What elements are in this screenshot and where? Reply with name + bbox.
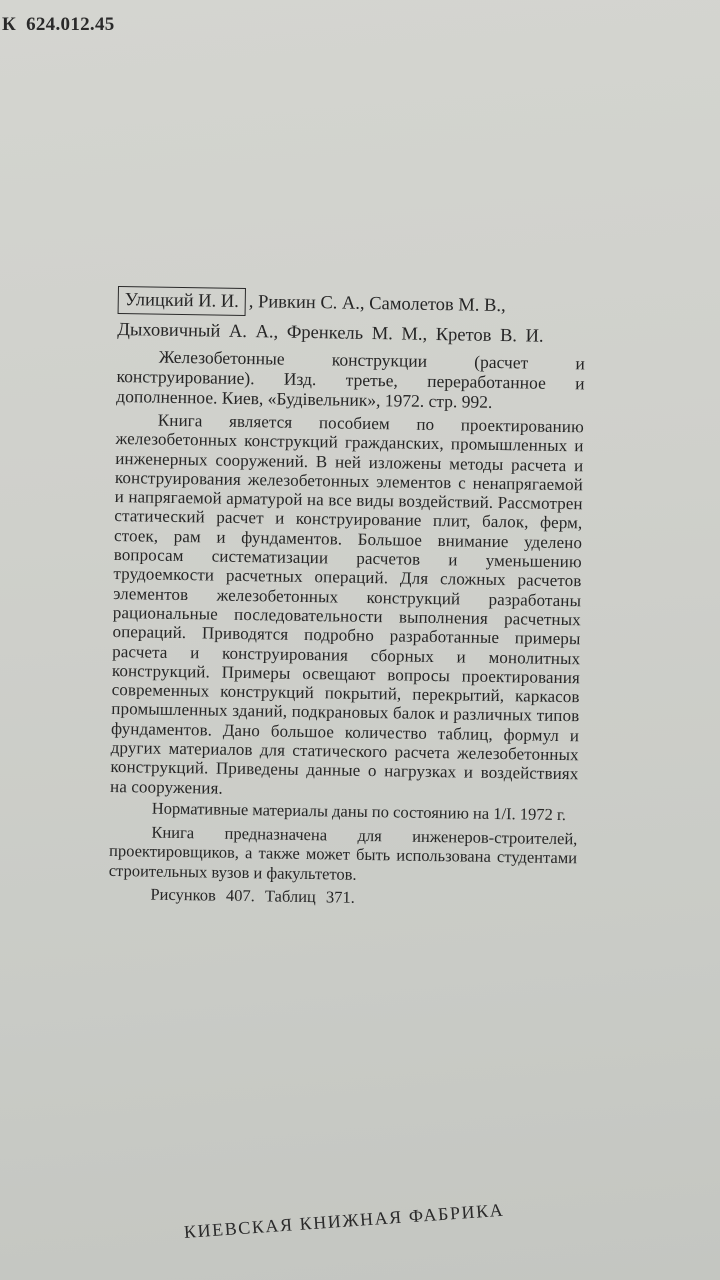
udk-code <box>2 14 115 36</box>
udk-number: 624.012.45 <box>26 14 115 35</box>
bibliographic-block <box>108 286 586 912</box>
normative-note: Нормативные материалы даны по состоянию на 1/I. 1972 г. <box>151 798 567 825</box>
authors-line-1 <box>118 286 586 321</box>
annotation-paragraph: Книга является пособием по проектированию железобетонных конструкций гражданских, промышленных и инженерных сооружений. В ней изложены методы расчета и конструирования железобетонных элементов с ненапрягаемой и напрягаемой арматурой на все виды воздействий. Рассмотрен статический расчет и конструирование плит, балок, ферм, стоек, рам и фундаментов. Большое внимание уделено вопросам систематизации расчетов и уменьшению трудоемкости расчетных операций. Для сложных расчетов элементов железобетонных конструкций разработаны рациональные последовательности выполнения расчетных операций. Приводятся подробно разработанные примеры расчета и конструирования сборных и монолитных конструкций. Примеры освещают вопросы проектирования современных конструкций покрытий, перекрытий, каркасов промышленных зданий, подкрановых балок и различных типов фундаментов. Дано большое количество таблиц, формул и других материалов для статического расчета железобетонных конструкций. Приведены данные о нагрузках и воздействиях на сооружения. <box>109 410 584 798</box>
udk-prefix: К <box>2 14 17 35</box>
audience-note: Книга предназначена для инженеров-строителей, проектировщиков, а также может быть использована студентами строительных вузов и факультетов. <box>108 822 578 884</box>
authors-rest: , Ривкин С. А., Самолетов М. В., <box>248 292 506 317</box>
printer-imprint: КИЕВСКАЯ КНИЖНАЯ ФАБРИКА <box>183 1199 505 1242</box>
figure-table-counts: Рисунков 407. Таблиц 371. <box>150 885 355 908</box>
book-title-entry: Железобетонные конструкции (расчет и конструирование). Изд. третье, переработанное и дополненное. Киев, «Будівельник», 1972. стр. 992. <box>116 346 585 412</box>
boxed-author: Улицкий И. И. <box>118 286 246 316</box>
authors-line-2: Дыховичный А. А., Френкель М. М., Кретов В. И. <box>117 319 544 347</box>
